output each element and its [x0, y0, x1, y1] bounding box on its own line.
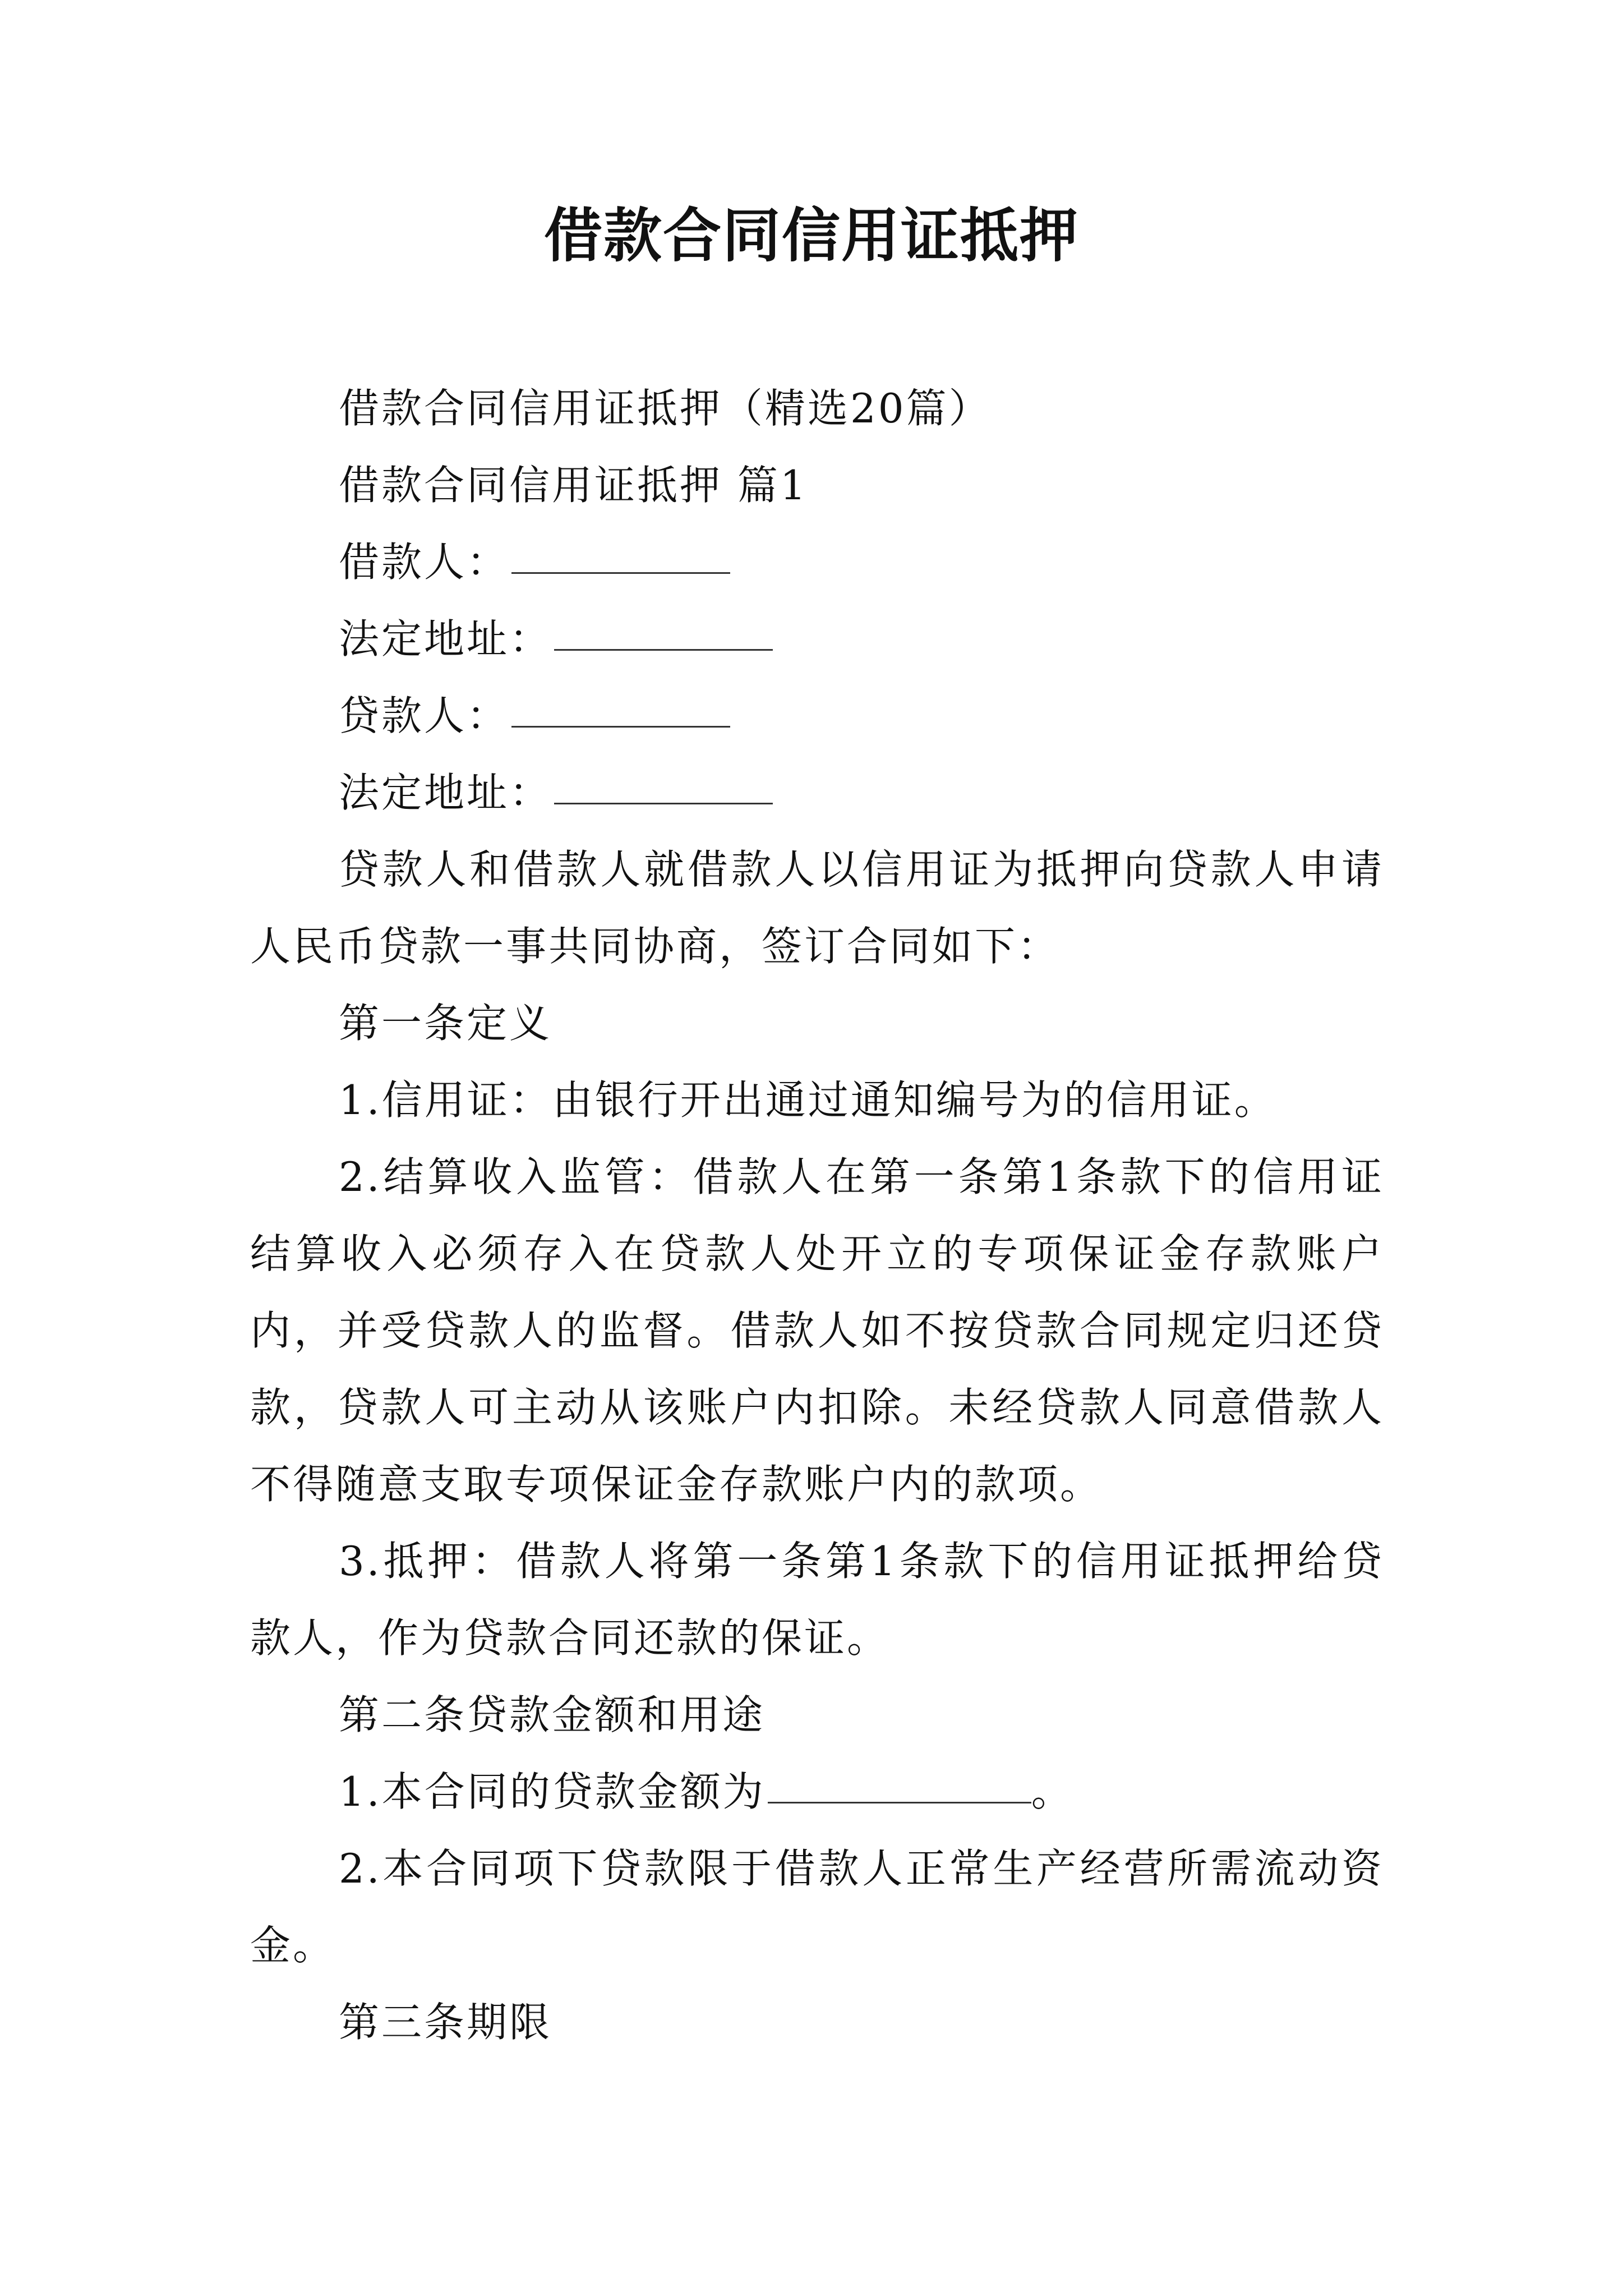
paragraph-text: 第三条期限	[339, 1999, 552, 2046]
paragraph-lender	[250, 678, 1384, 754]
paragraph-text: 贷款人和借款人就借款人以信用证为抵押向贷款人申请人民币贷款一事共同协商，签订合同如下：	[250, 846, 1384, 970]
paragraph-text: 第一条定义	[339, 1000, 552, 1047]
fill-in-blank	[768, 1801, 1031, 1803]
fill-in-blank	[511, 572, 730, 574]
paragraph-borrower	[250, 524, 1384, 601]
document-body	[250, 370, 1384, 2061]
paragraph-clause-amount	[250, 1754, 1384, 1830]
paragraph-text: 借款人：	[339, 539, 510, 586]
paragraph-text: 第二条贷款金额和用途	[339, 1691, 766, 1738]
paragraph-text: 贷款人：	[339, 692, 510, 739]
paragraph-article-3-heading	[250, 1984, 1384, 2061]
document-title: 借款合同信用证抵押	[543, 201, 1079, 270]
paragraph-preamble	[250, 831, 1384, 985]
paragraph-text: 2.结算收入监管：借款人在第一条第1条款下的信用证结算收入必须存入在贷款人处开立的专项保证金存款账户内，并受贷款人的监督。借款人如不按贷款合同规定归还贷款，贷款人可主动从该账户内扣除。未经贷款人同意借款人不得随意支取专项保证金存款账户内的款项。	[250, 1153, 1384, 1508]
paragraph-text: 1.信用证：由银行开出通过通知编号为的信用证。	[339, 1076, 1277, 1124]
paragraph-section-heading	[250, 447, 1384, 524]
fill-in-blank	[554, 802, 773, 804]
paragraph-lender-address	[250, 754, 1384, 831]
paragraph-text: 法定地址：	[339, 769, 552, 816]
paragraph-subtitle	[250, 370, 1384, 447]
paragraph-borrower-address	[250, 601, 1384, 678]
paragraph-article-2-heading	[250, 1677, 1384, 1754]
paragraph-clause	[250, 1062, 1384, 1139]
paragraph-text: 2.本合同项下贷款限于借款人正常生产经营所需流动资金。	[250, 1845, 1384, 1969]
paragraph-tail: 。	[1031, 1768, 1074, 1815]
paragraph-text: 法定地址：	[339, 615, 552, 662]
paragraph-article-1-heading	[250, 985, 1384, 1062]
paragraph-clause	[250, 1139, 1384, 1523]
paragraph-text: 借款合同信用证抵押（精选20篇）	[339, 385, 992, 432]
paragraph-clause	[250, 1830, 1384, 1984]
paragraph-text: 借款合同信用证抵押 篇1	[339, 462, 808, 509]
paragraph-text: 3.抵押：借款人将第一条第1条款下的信用证抵押给贷款人，作为贷款合同还款的保证。	[250, 1538, 1384, 1662]
fill-in-blank	[511, 725, 730, 728]
paragraph-text: 1.本合同的贷款金额为	[339, 1768, 766, 1815]
fill-in-blank	[554, 648, 773, 651]
paragraph-clause	[250, 1523, 1384, 1677]
